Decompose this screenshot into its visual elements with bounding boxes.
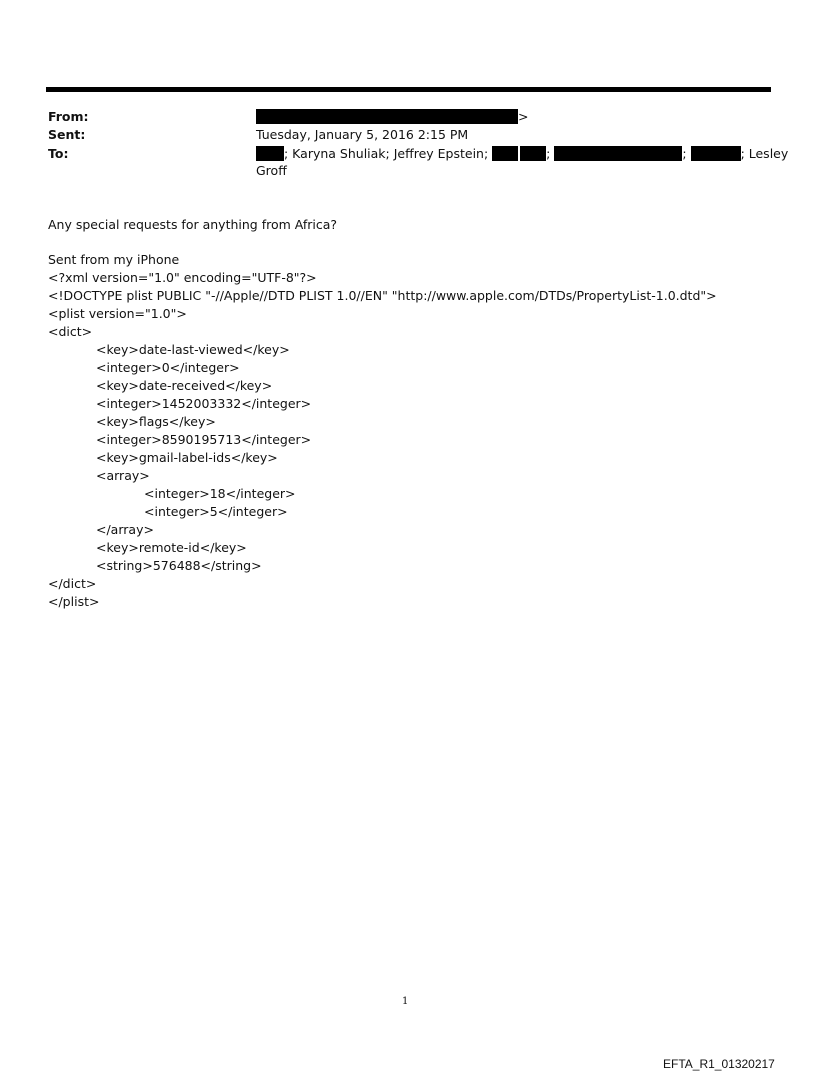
plist-line: <integer>5</integer> xyxy=(144,504,288,519)
redaction-block xyxy=(492,146,518,161)
redaction-block xyxy=(256,109,518,124)
plist-line: <key>date-last-viewed</key> xyxy=(96,342,290,357)
plist-line: <integer>1452003332</integer> xyxy=(96,396,312,411)
from-value xyxy=(256,109,528,125)
page-number: 1 xyxy=(402,996,409,1007)
plist-line: </dict> xyxy=(48,576,97,591)
plist-line: <dict> xyxy=(48,324,93,339)
plist-line: <!DOCTYPE plist PUBLIC "-//Apple//DTD PLIST 1.0//EN" "http://www.apple.com/DTDs/PropertyList-1.0.dtd"> xyxy=(48,288,717,303)
to-recipients-part2: ; Lesley xyxy=(740,146,789,161)
redaction-block xyxy=(256,146,284,161)
message-text: Any special requests for anything from Africa? xyxy=(48,217,338,232)
document-id: EFTA_R1_01320217 xyxy=(663,1057,775,1071)
to-value xyxy=(256,146,789,162)
sent-label: Sent: xyxy=(48,127,86,142)
plist-line: <integer>18</integer> xyxy=(144,486,296,501)
plist-line: <integer>8590195713</integer> xyxy=(96,432,312,447)
plist-block xyxy=(48,269,717,611)
plist-line: </plist> xyxy=(48,594,100,609)
plist-line: <key>date-received</key> xyxy=(96,378,273,393)
header-divider xyxy=(46,87,771,92)
to-recipients-part1: ; Karyna Shuliak; Jeffrey Epstein; xyxy=(284,146,489,161)
signature-text: Sent from my iPhone xyxy=(48,252,180,267)
plist-line: <key>gmail-label-ids</key> xyxy=(96,450,278,465)
from-suffix: > xyxy=(518,109,529,124)
plist-line: <array> xyxy=(96,468,150,483)
to-separator-2: ; xyxy=(682,146,687,161)
redaction-block xyxy=(554,146,682,161)
to-separator-1: ; xyxy=(546,146,551,161)
plist-line: <integer>0</integer> xyxy=(96,360,240,375)
plist-line: <plist version="1.0"> xyxy=(48,306,187,321)
redaction-block xyxy=(520,146,546,161)
redaction-block xyxy=(691,146,741,161)
sent-value: Tuesday, January 5, 2016 2:15 PM xyxy=(256,127,469,142)
plist-line: <key>remote-id</key> xyxy=(96,540,247,555)
to-value-continued: Groff xyxy=(256,163,287,178)
from-label: From: xyxy=(48,109,89,124)
plist-line: <string>576488</string> xyxy=(96,558,262,573)
to-label: To: xyxy=(48,146,69,161)
plist-line: </array> xyxy=(96,522,154,537)
plist-line: <key>flags</key> xyxy=(96,414,216,429)
plist-line: <?xml version="1.0" encoding="UTF-8"?> xyxy=(48,270,317,285)
